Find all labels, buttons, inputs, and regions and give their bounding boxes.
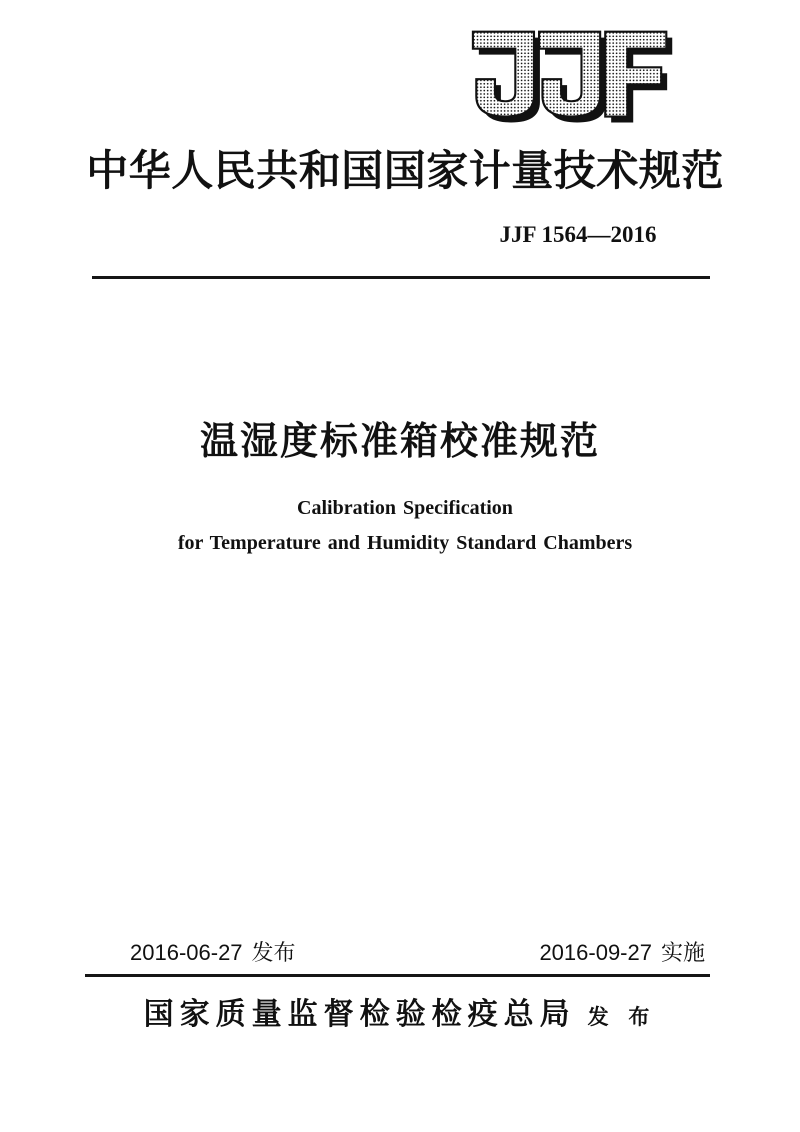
publisher-row <box>0 996 800 1034</box>
doc-title-zh: 温湿度标准箱校准规范 <box>199 421 600 463</box>
footer-divider-rule <box>85 974 710 977</box>
jjf-logo <box>470 30 676 125</box>
doc-title-en-line2: for Temperature and Humidity Standard Chambers <box>177 532 633 554</box>
issue-date: 2016-06-27 <box>130 940 243 965</box>
impl-date: 2016-09-27 <box>539 940 652 965</box>
impl-label: 实施 <box>660 940 705 965</box>
header-divider-rule <box>92 276 710 279</box>
jjf-logo-graphic <box>470 30 676 125</box>
publish-label: 发 布 <box>587 1006 657 1029</box>
issue-date-group <box>130 940 296 966</box>
publisher-name: 国家质量监督检验检疫总局 <box>143 998 576 1031</box>
dates-row <box>130 940 705 966</box>
org-title: 中华人民共和国国家计量技术规范 <box>86 149 724 195</box>
doc-title-en-line1: Calibration Specification <box>297 497 513 519</box>
spec-number: JJF 1564—2016 <box>499 222 657 247</box>
issue-label: 发布 <box>251 940 296 965</box>
impl-date-group <box>539 940 705 966</box>
